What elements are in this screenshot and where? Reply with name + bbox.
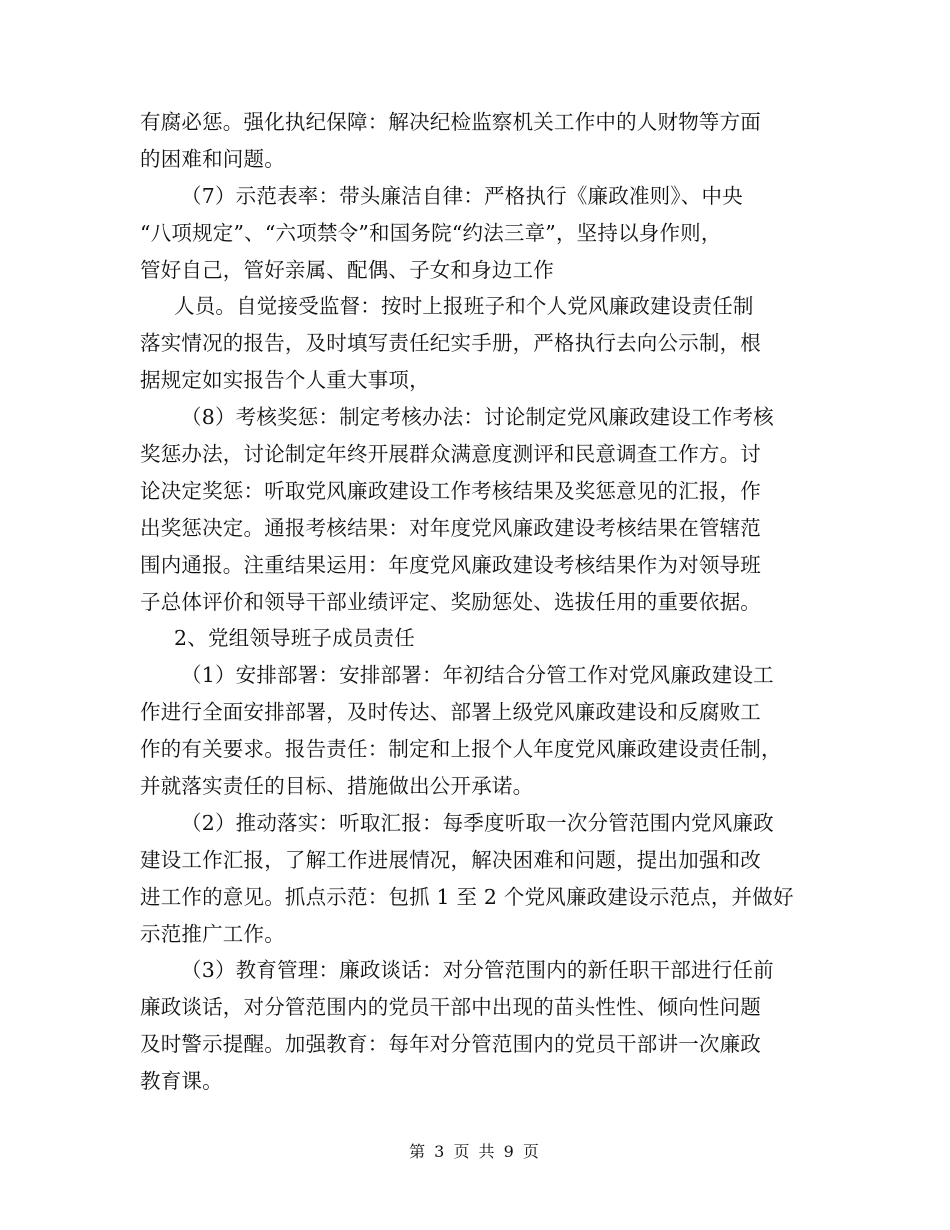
text-line-21: 建设工作汇报，了解工作进展情况，解决困难和问题，提出加强和改 bbox=[140, 847, 761, 872]
text-line-18: 作的有关要求。报告责任：制定和上报个人年度党风廉政建设责任制， bbox=[140, 737, 782, 762]
text-line-3: （7）示范表率：带头廉洁自律：严格执行《廉政准则》、中央 bbox=[181, 183, 743, 208]
text-line-20: （2）推动落实：听取汇报：每季度听取一次分管范围内党风廉政 bbox=[181, 810, 774, 835]
text-line-2: 的困难和问题。 bbox=[140, 146, 285, 171]
page-footer: 第 3 页 共 9 页 bbox=[409, 1142, 541, 1161]
text-line-24: （3）教育管理：廉政谈话：对分管范围内的新任职干部进行任前 bbox=[181, 958, 774, 983]
text-line-4: “八项规定”、“六项禁令”和国务院“约法三章”，坚持以身作则， bbox=[140, 220, 722, 245]
document-body bbox=[140, 104, 820, 1100]
text-line-1: 有腐必惩。强化执纪保障：解决纪检监察机关工作中的人财物等方面 bbox=[140, 110, 761, 134]
text-line-14: 子总体评价和领导干部业绩评定、奖励惩处、选拔任用的重要依据。 bbox=[140, 589, 761, 614]
text-line-19: 并就落实责任的目标、措施做出公开承诺。 bbox=[140, 774, 534, 799]
text-line-25: 廉政谈话，对分管范围内的党员干部中出现的苗头性性、倾向性问题 bbox=[140, 995, 761, 1020]
text-line-10: 奖惩办法，讨论制定年终开展群众满意度测评和民意调查工作方。讨 bbox=[140, 442, 761, 467]
text-line-7: 落实情况的报告，及时填写责任纪实手册，严格执行去向公示制，根 bbox=[140, 331, 761, 356]
text-line-22: 进工作的意见。抓点示范：包抓 1 至 2 个党风廉政建设示范点，并做好 bbox=[140, 884, 794, 909]
text-line-27: 教育课。 bbox=[140, 1069, 223, 1094]
text-line-12: 出奖惩决定。通报考核结果：对年度党风廉政建设考核结果在管辖范 bbox=[140, 515, 761, 540]
text-line-9: （8）考核奖惩：制定考核办法：讨论制定党风廉政建设工作考核 bbox=[181, 405, 774, 430]
text-line-16: （1）安排部署：安排部署：年初结合分管工作对党风廉政建设工 bbox=[181, 663, 774, 688]
text-line-26: 及时警示提醒。加强教育：每年对分管范围内的党员干部讲一次廉政 bbox=[140, 1032, 761, 1057]
text-line-11: 论决定奖惩：听取党风廉政建设工作考核结果及奖惩意见的汇报，作 bbox=[140, 478, 761, 503]
section-heading: 2、党组领导班子成员责任 bbox=[174, 626, 415, 651]
text-line-13: 围内通报。注重结果运用：年度党风廉政建设考核结果作为对领导班 bbox=[140, 552, 761, 577]
text-line-6: 人员。自觉接受监督：按时上报班子和个人党风廉政建设责任制 bbox=[174, 294, 754, 319]
text-line-17: 作进行全面安排部署，及时传达、部署上级党风廉政建设和反腐败工 bbox=[140, 700, 761, 725]
text-line-5: 管好自己，管好亲属、配偶、子女和身边工作 bbox=[140, 257, 554, 282]
text-line-8: 据规定如实报告个人重大事项， bbox=[140, 368, 430, 393]
text-line-23: 示范推广工作。 bbox=[140, 921, 285, 946]
